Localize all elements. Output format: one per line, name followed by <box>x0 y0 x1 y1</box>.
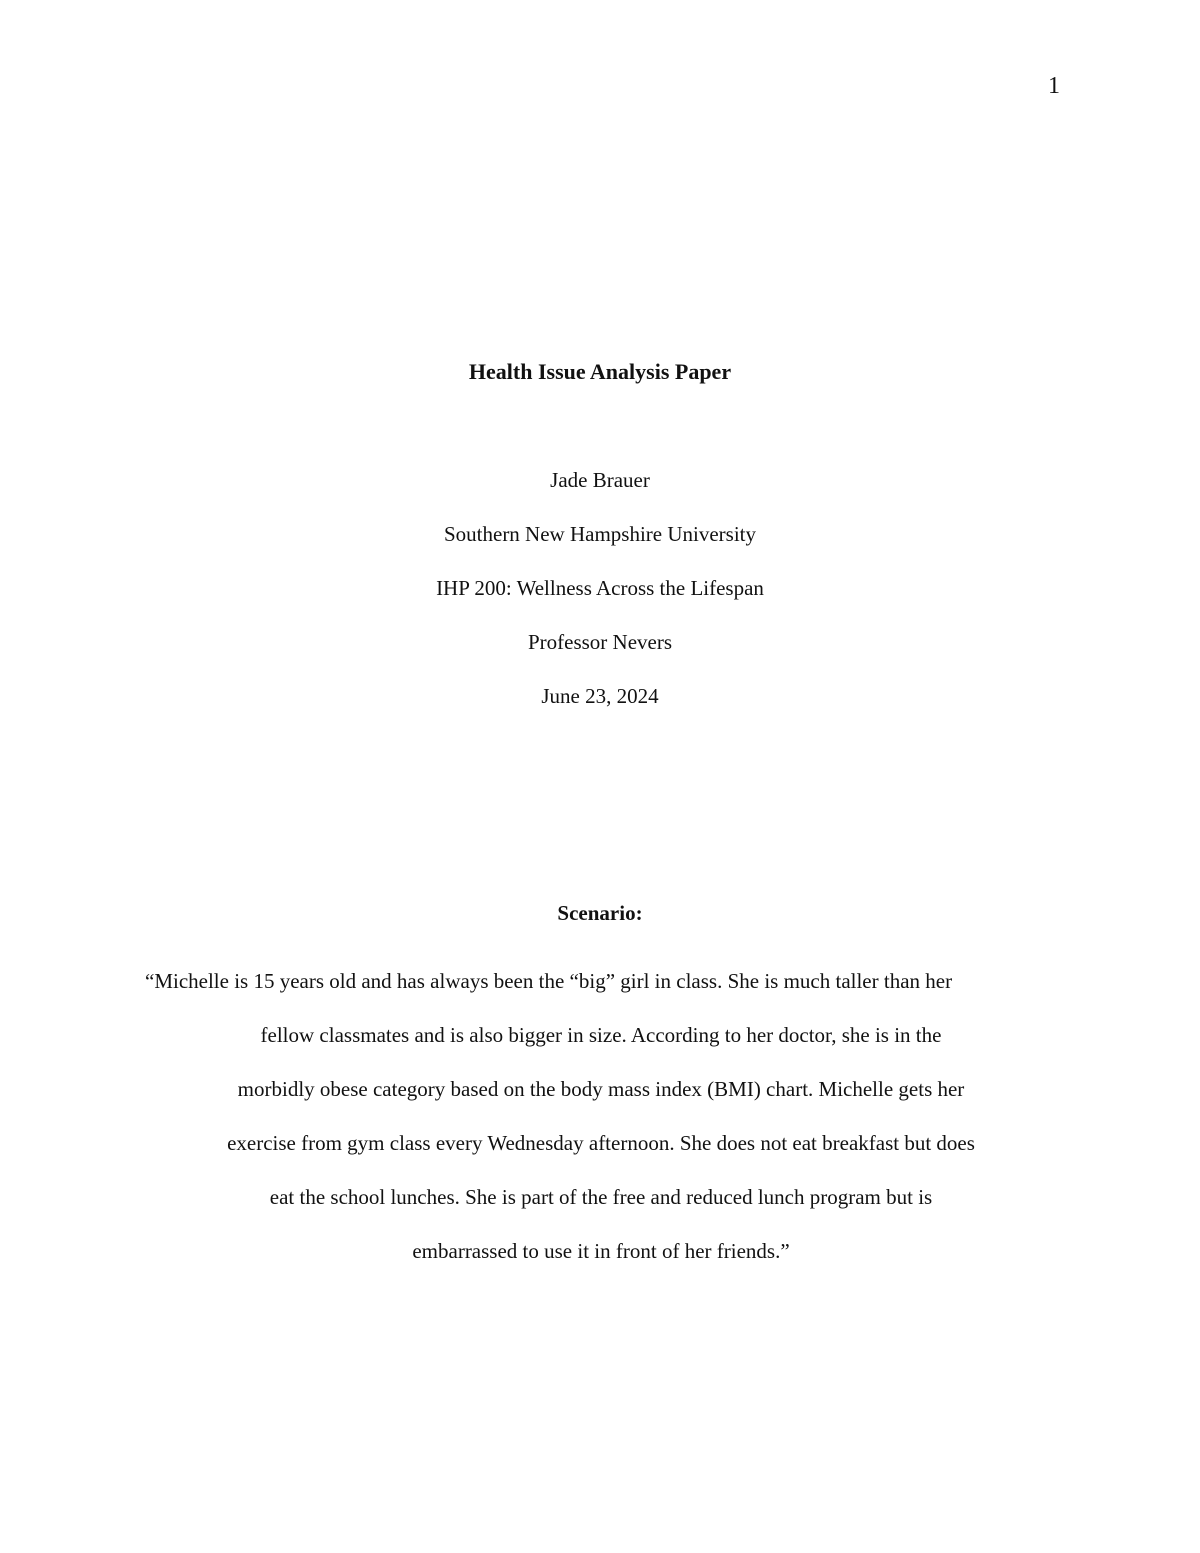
author-name: Jade Brauer <box>550 468 650 492</box>
scenario-line: fellow classmates and is also bigger in size. According to her doctor, she is in the <box>260 1023 942 1047</box>
scenario-line: “Michelle is 15 years old and has always been the “big” girl in class. She is much taller than her <box>145 969 953 993</box>
page-number: 1 <box>1048 73 1060 99</box>
scenario-line: embarrassed to use it in front of her friends.” <box>412 1239 790 1263</box>
professor-name: Professor Nevers <box>527 630 673 654</box>
scenario-heading: Scenario: <box>557 901 643 925</box>
institution-name: Southern New Hampshire University <box>443 522 757 546</box>
scenario-line: exercise from gym class every Wednesday afternoon. She does not eat breakfast but does <box>227 1131 975 1155</box>
submission-date: June 23, 2024 <box>541 684 659 708</box>
paper-title: Health Issue Analysis Paper <box>468 359 732 384</box>
scenario-line: eat the school lunches. She is part of the free and reduced lunch program but is <box>269 1185 933 1209</box>
title-page-details <box>0 467 1200 737</box>
title-block <box>0 358 1200 737</box>
scenario-paragraph <box>145 954 1057 1278</box>
scenario-line: morbidly obese category based on the body mass index (BMI) chart. Michelle gets her <box>237 1077 965 1101</box>
course-name: IHP 200: Wellness Across the Lifespan <box>436 576 764 600</box>
